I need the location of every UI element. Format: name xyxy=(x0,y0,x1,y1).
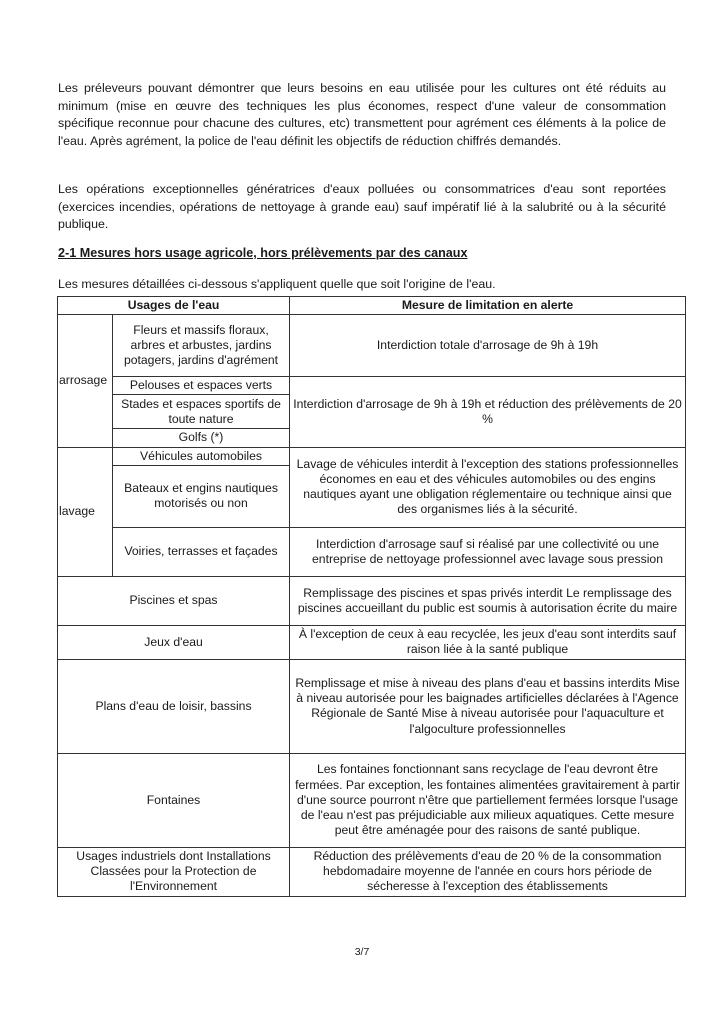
measure-cell: Remplissage des piscines et spas privés interdit Le remplissage des piscines accueillant du public est soumis à autorisation écrite du maire xyxy=(290,576,686,625)
table-row xyxy=(58,659,686,753)
table-intro: Les mesures détaillées ci-dessous s'appliquent quelle que soit l'origine de l'eau. xyxy=(58,277,496,291)
category-arrosage: arrosage xyxy=(58,315,113,447)
header-usages: Usages de l'eau xyxy=(58,297,290,315)
use-cell: Voiries, terrasses et façades xyxy=(113,527,290,576)
table-row xyxy=(58,625,686,659)
measure-cell: Les fontaines fonctionnant sans recyclage de l'eau devront être fermées. Par exception, les fontaines alimentées gravitairement à partir d'une source pourront n'être que partiellement fermées lorsque l'usage de l'eau n'est pas préjudiciable aux milieux aquatiques. Cette mesure peut être aménagée pour des raisons de santé publique. xyxy=(290,753,686,847)
page-number: 3/7 xyxy=(354,946,370,958)
paragraph-exceptional-operations: Les opérations exceptionnelles génératrices d'eaux polluées ou consommatrices d'eau sont reportées (exercices incendies, opérations de nettoyage à grande eau) sauf impératif lié à la salubrité ou à la sécurité publique. xyxy=(58,182,666,232)
table-row xyxy=(58,847,686,896)
use-cell: Plans d'eau de loisir, bassins xyxy=(58,659,290,753)
measure-cell: Interdiction totale d'arrosage de 9h à 19h xyxy=(290,315,686,377)
measure-cell: À l'exception de ceux à eau recyclée, les jeux d'eau sont interdits sauf raison liée à la santé publique xyxy=(290,625,686,659)
header-measure: Mesure de limitation en alerte xyxy=(290,297,686,315)
measure-cell: Remplissage et mise à niveau des plans d'eau et bassins interdits Mise à niveau autorisée pour les baignades artificielles déclarées à l'Agence Régionale de Santé Mise à niveau autorisée pour l'aquaculture et l'algoculture professionnelles xyxy=(290,659,686,753)
paragraph-agricultural-exemption: Les préleveurs pouvant démontrer que leurs besoins en eau utilisée pour les cultures ont été réduits au minimum (mise en œuvre des techniques les plus économes, respect d'une valeur de consommation spécifique reconnue pour chacune des cultures, etc) transmettent pour agrément ces éléments à la police de l'eau. Après agrément, la police de l'eau définit les objectifs de réduction chiffrés demandés. xyxy=(58,81,666,148)
table-header-row xyxy=(58,297,686,315)
table-row xyxy=(58,377,686,395)
table-row xyxy=(58,315,686,377)
measure-cell: Réduction des prélèvements d'eau de 20 % de la consommation hebdomadaire moyenne de l'année en cours hors période de sécheresse à l'exception des établissements xyxy=(290,847,686,896)
table-row xyxy=(58,576,686,625)
use-cell: Jeux d'eau xyxy=(58,625,290,659)
use-cell: Fleurs et massifs floraux, arbres et arbustes, jardins potagers, jardins d'agrément xyxy=(113,315,290,377)
use-cell: Fontaines xyxy=(58,753,290,847)
use-cell: Stades et espaces sportifs de toute nature xyxy=(113,395,290,429)
use-cell: Usages industriels dont Installations Classées pour la Protection de l'Environnement xyxy=(58,847,290,896)
measure-cell: Interdiction d'arrosage sauf si réalisé par une collectivité ou une entreprise de nettoyage professionnel avec lavage sous pression xyxy=(290,527,686,576)
use-cell: Bateaux et engins nautiques motorisés ou non xyxy=(113,465,290,527)
use-cell: Golfs (*) xyxy=(113,429,290,447)
measure-cell: Lavage de véhicules interdit à l'exception des stations professionnelles économes en eau et des véhicules automobiles ou des engins nautiques ayant une obligation réglementaire ou technique ainsi que des organismes liés à la sécurité. xyxy=(290,447,686,527)
use-cell: Piscines et spas xyxy=(58,576,290,625)
table-row xyxy=(58,527,686,576)
measure-cell: Interdiction d'arrosage de 9h à 19h et réduction des prélèvements de 20 % xyxy=(290,377,686,447)
table-row xyxy=(58,753,686,847)
use-cell: Pelouses et espaces verts xyxy=(113,377,290,395)
section-heading: 2-1 Mesures hors usage agricole, hors prélèvements par des canaux xyxy=(58,246,468,260)
table-row xyxy=(58,447,686,465)
category-lavage: lavage xyxy=(58,447,113,576)
use-cell: Véhicules automobiles xyxy=(113,447,290,465)
restrictions-table xyxy=(57,296,686,897)
